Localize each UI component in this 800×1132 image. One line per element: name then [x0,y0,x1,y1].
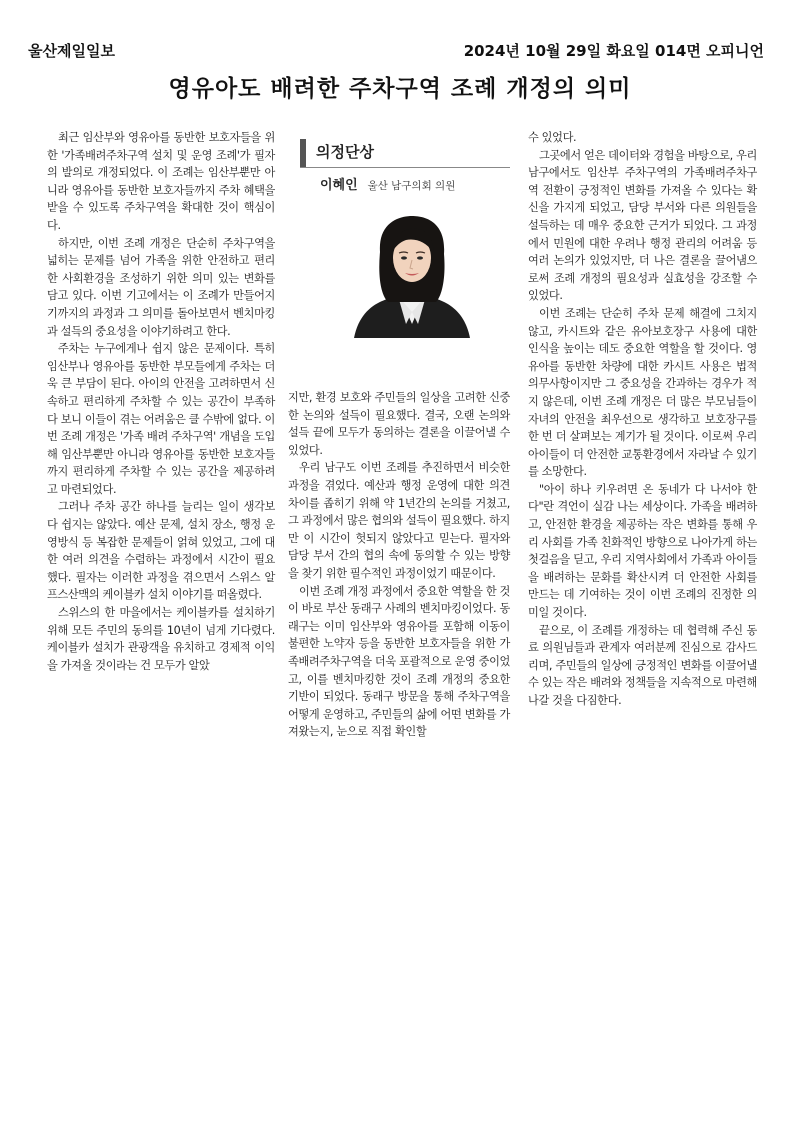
paragraph: 이번 조례는 단순히 주차 문제 해결에 그치지 않고, 카시트와 같은 유아보호장구 사용에 대한 인식을 높이는 데도 중요한 역할을 할 것이다. 영유아를 동반한 차량에 대한 카시트 사용은 법적 의무사항이지만 그 중요성을 간과하는 경우가 적지 않은데, 이번 조례 개정은 더 많은 부모님들이 자녀의 안전을 최우선으로 생각하고 보호장구를 한 번 더 살펴보는 계기가 될 것이다. 이로써 우리 아이들이 더 안전한 교통환경에서 자라날 수 있기를 소망한다. [528,306,757,479]
author-title: 울산 남구의회 의원 [367,180,456,192]
article-headline: 영유아도 배려한 주차구역 조례 개정의 의미 [168,76,632,102]
body-column-1 [47,129,275,674]
bracket-icon [300,139,306,167]
paragraph: "아이 하나 키우려면 온 동네가 다 나서야 한다"란 격언이 실감 나는 세상이다. 가족을 배려하고, 안전한 환경을 제공하는 작은 변화를 통해 우리 사회를 가족 친화적인 방향으로 나아가게 하는 첫걸음을 딛고, 우리 지역사회에서 가족과 아이들을 배려하는 문화를 확산시켜 더 안전한 사회를 만드는 데 기여하는 것이 이번 조례의 진정한 의미일 것이다. [528,482,757,620]
masthead [28,38,764,62]
dateline: 2024년 10월 29일 화요일 014면 오피니언 [463,41,764,60]
column-label-box [300,135,510,168]
paragraph: 주차는 누구에게나 쉽지 않은 문제이다. 특히 임산부나 영유아를 동반한 부모들에게 주차는 더욱 큰 부담이 된다. 아이의 안전을 고려하면서 신속하고 편리하게 주차할 수 있는 공간이 부족하다 보니 이들이 겪는 어려움은 클 수밖에 없다. 이번 조례 개정은 '가족 배려 주차구역' 개념을 도입해 임산부뿐만 아니라 영유아를 동반한 보호자들까지 편리하게 주차할 수 있는 공간을 제공하려고 마련되었다. [47,342,275,496]
body-column-3 [528,129,757,710]
paragraph: 지만, 환경 보호와 주민들의 일상을 고려한 신중한 논의와 설득이 필요했다. 결국, 오랜 논의와 설득 끝에 모두가 동의하는 결론을 이끌어낼 수 있었다. [288,391,510,457]
paragraph: 그곳에서 얻은 데이터와 경험을 바탕으로, 우리 남구에서도 임산부 주차구역의 가족배려주차구역 전환이 긍정적인 변화를 가져올 수 있다는 확신을 가지게 되었고, 담당 부서와 다른 의원들을 설득하는 데 매우 중요한 근거가 되었다. 그 과정에서 민원에 대한 우려나 행정 관리의 어려움 등 여러 논의가 있었지만, 더 나은 결론을 끌어냄으로써 조례 개정의 필요성과 실효성을 강조할 수 있었다. [528,148,757,303]
column-label: 의정단상 [316,143,374,161]
paper-name: 울산제일일보 [28,41,115,60]
author-name: 이혜인 [320,178,358,193]
paragraph: 최근 임산부와 영유아를 동반한 보호자들을 위한 '가족배려주차구역 설치 및 운영 조례'가 필자의 발의로 개정되었다. 이 조례는 임산부뿐만 아니라 영유아를 동반한 보호자들까지 주차 혜택을 받을 수 있도록 주차구역을 확대한 것이 핵심이다. [47,131,275,232]
paragraph: 우리 남구도 이번 조례를 추진하면서 비슷한 과정을 겪었다. 예산과 행정 운영에 대한 의견 차이를 좁히기 위해 약 1년간의 논의를 거쳤고, 그 과정에서 많은 협의와 설득이 필요했다. 하지만 이 시간이 헛되지 않았다고 믿는다. 필자와 담당 부서 간의 협의 속에 동의할 수 있는 방향을 찾기 위한 필수적인 과정이었기 때문이다. [288,461,510,580]
paragraph: 스위스의 한 마을에서는 케이블카를 설치하기 위해 모든 주민의 동의를 10년이 넘게 기다렸다. 케이블카 설치가 관광객을 유치하고 경제적 이익을 가져올 것이라는 건 모두가 알았 [47,606,275,672]
paragraph: 끝으로, 이 조례를 개정하는 데 협력해 주신 동료 의원님들과 관계자 여러분께 진심으로 감사드리며, 주민들의 일상에 긍정적인 변화를 이끌어낼 수 있는 작은 배려와 정책들을 지속적으로 마련해 나갈 것을 다짐한다. [528,623,757,707]
paragraph: 이번 조례 개정 과정에서 중요한 역할을 한 것이 바로 부산 동래구 사례의 벤치마킹이었다. 동래구는 이미 임산부와 영유아를 포함해 이동이 불편한 노약자 등을 동반한 보호자들을 위한 가족배려주차구역을 더욱 포괄적으로 운영 중이었고, 이를 벤치마킹한 것이 조례 개정의 중요한 기반이 되었다. 동래구 방문을 통해 주차구역을 어떻게 운영하고, 주민들의 삶에 어떤 변화를 가져왔는지, 눈으로 직접 확인할 [288,584,510,739]
paragraph: 수 있었다. [528,131,577,144]
author-byline [320,174,455,193]
body-column-2 [288,389,510,741]
author-portrait [350,212,474,338]
paragraph: 하지만, 이번 조례 개정은 단순히 주차구역을 넓히는 문제를 넘어 가족을 위한 안전하고 편리한 사회환경을 조성하기 위한 의미 있는 변화를 담고 있다. 이번 기고에서는 이 조례가 만들어지기까지의 과정과 그 의미를 돌아보면서 벤치마킹과 설득의 중요성을 이야기하려고 한다. [47,236,275,338]
paragraph: 그러나 주차 공간 하나를 늘리는 일이 생각보다 쉽지는 않았다. 예산 문제, 설치 장소, 행정 운영방식 등 복잡한 문제들이 얽혀 있었고, 그에 대한 여러 의견을 수렴하는 과정에서 시간이 필요했다. 필자는 이러한 과정을 겪으면서 스위스 알프스산맥의 케이블카 설치 이야기를 떠올렸다. [47,500,275,602]
